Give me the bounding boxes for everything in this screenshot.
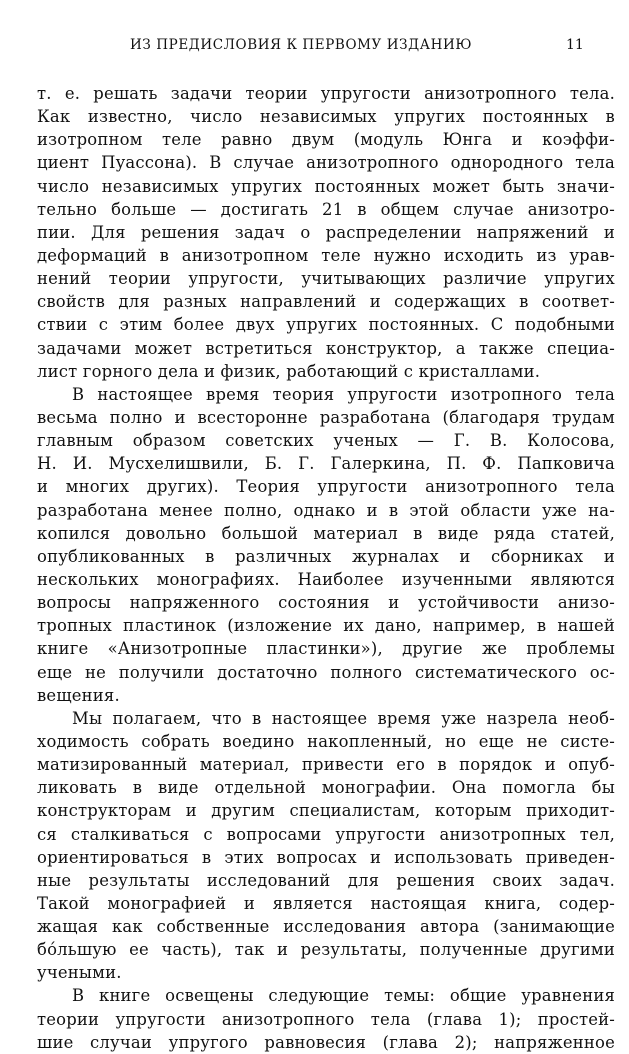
text-line: учеными. <box>37 963 122 983</box>
text-line: ходимость собрать воедино накопленный, но еще не систе- <box>37 731 615 751</box>
text-line: еще не получили достаточно полного систематического ос- <box>37 662 615 682</box>
text-line: нескольких монографиях. Наиболее изученными являются <box>37 569 615 589</box>
text-line: Такой монографией и является настоящая книга, содер- <box>37 893 615 913</box>
text-line: жащая как собственные исследования автора (занимающие <box>37 917 615 937</box>
text-line: свойств для разных направлений и содержащих в соответ- <box>37 292 615 312</box>
text-line: разработана менее полно, однако и в этой области уже на- <box>37 500 615 520</box>
text-line: деформаций в анизотропном теле нужно исходить из урав- <box>37 245 615 265</box>
text-line: ликовать в виде отдельной монографии. Она помогла бы <box>37 778 615 798</box>
text-line: тропных пластинок (изложение их дано, например, в нашей <box>37 616 615 636</box>
text-line: шие случаи упругого равновесия (глава 2); напряженное <box>37 1032 615 1052</box>
text-line: ориентироваться в этих вопросах и использовать приведен- <box>37 847 615 867</box>
text-line: лист горного дела и физик, работающий с кристаллами. <box>37 361 541 381</box>
text-line: опубликованных в различных журналах и сборниках и <box>37 546 615 566</box>
text-line: т. е. решать задачи теории упругости анизотропного тела. <box>37 84 615 103</box>
text-line: теории упругости анизотропного тела (глава 1); простей- <box>37 1009 615 1029</box>
text-line: пии. Для решения задач о распределении напряжений и <box>37 222 615 242</box>
text-line: копился довольно большой материал в виде ряда статей, <box>37 523 615 543</box>
text-line: изотропном теле равно двум (модуль Юнга и коэффи- <box>37 130 615 150</box>
text-line: весьма полно и всесторонне разработана (благодаря трудам <box>37 407 615 427</box>
body-text <box>37 82 615 1054</box>
text-line: ствии с этим более двух упругих постоянных. С подобными <box>37 315 615 335</box>
text-line: вещения. <box>37 685 120 705</box>
text-line: Мы полагаем, что в настоящее время уже назрела необ- <box>72 708 615 728</box>
text-line: тельно больше — достигать 21 в общем случае анизотро- <box>37 199 615 219</box>
page-number: 11 <box>566 37 584 53</box>
text-line: циент Пуассона). В случае анизотропного однородного тела <box>37 153 615 173</box>
text-line: книге «Анизотропные пластинки»), другие же проблемы <box>37 639 615 659</box>
text-line: вопросы напряженного состояния и устойчивости анизо- <box>37 593 615 613</box>
text-line: Н. И. Мусхелишвили, Б. Г. Галеркина, П. Ф. Папковича <box>37 454 615 474</box>
text-line: ные результаты исследований для решения своих задач. <box>37 870 615 890</box>
text-line: задачами может встретиться конструктор, а также специа- <box>37 338 615 358</box>
text-line: ся сталкиваться с вопросами упругости анизотропных тел, <box>37 824 615 844</box>
text-line: Как известно, число независимых упругих постоянных в <box>37 107 615 127</box>
text-line: конструкторам и другим специалистам, которым приходит- <box>37 801 615 821</box>
running-head: ИЗ ПРЕДИСЛОВИЯ К ПЕРВОМУ ИЗДАНИЮ <box>130 37 473 53</box>
text-line: число независимых упругих постоянных может быть значи- <box>37 176 615 196</box>
text-line: и многих других). Теория упругости анизотропного тела <box>37 477 615 497</box>
text-line: бо́льшую ее часть), так и результаты, полученные другими <box>37 940 615 960</box>
text-line: главным образом советских ученых — Г. В. Колосова, <box>37 431 615 451</box>
text-line: нений теории упругости, учитывающих различие упругих <box>37 269 615 289</box>
text-line: В книге освещены следующие темы: общие уравнения <box>72 986 615 1006</box>
text-line: В настоящее время теория упругости изотропного тела <box>72 384 615 404</box>
text-line: матизированный материал, привести его в порядок и опуб- <box>37 755 615 775</box>
